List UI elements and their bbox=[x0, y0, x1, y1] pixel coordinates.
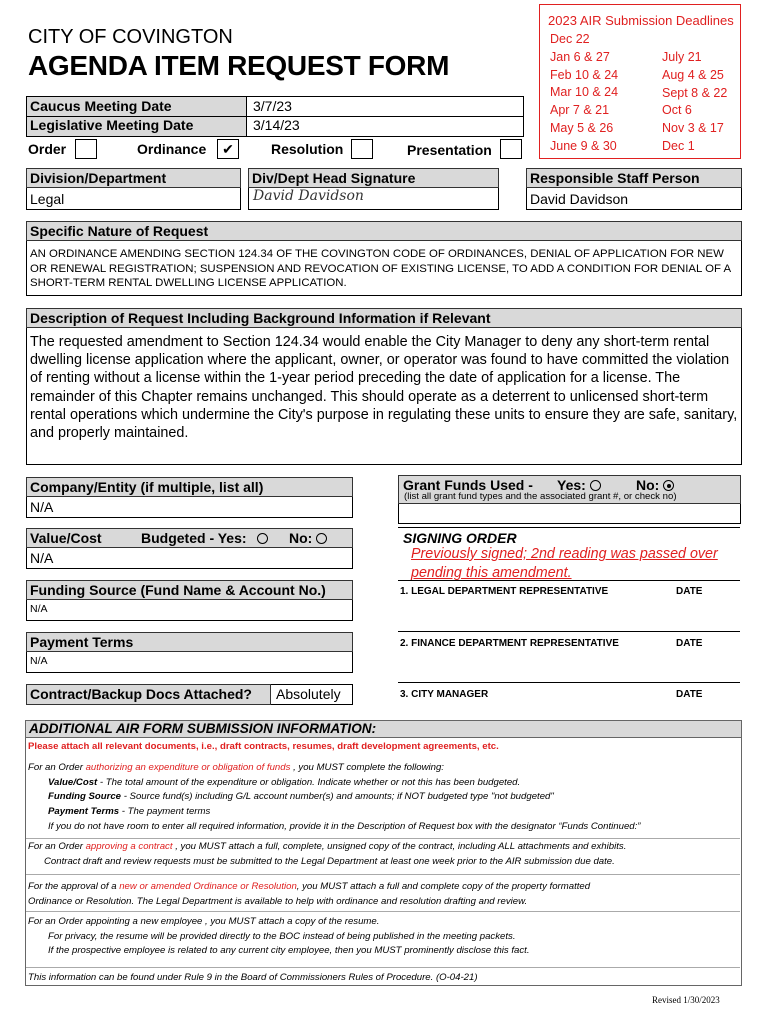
grant-value[interactable] bbox=[400, 505, 738, 523]
payment-label: Payment Terms bbox=[26, 632, 353, 652]
legislative-date-value[interactable]: 3/14/23 bbox=[253, 117, 300, 133]
presentation-checkbox[interactable] bbox=[500, 139, 522, 159]
grant-no-radio[interactable] bbox=[663, 480, 674, 491]
city-name: CITY OF COVINGTON bbox=[28, 26, 233, 48]
deadline-date: Oct 6 bbox=[662, 103, 692, 118]
budgeted-no-radio[interactable] bbox=[316, 533, 327, 544]
nature-label: Specific Nature of Request bbox=[26, 221, 742, 241]
ordinance-keyword: new or amended Ordinance or Resolution bbox=[119, 881, 297, 892]
description-label: Description of Request Including Background Information if Relevant bbox=[26, 308, 742, 328]
order-expenditure-section: For an Order authorizing an expenditure or obligation of funds , you MUST complete the following: Value/Cost - The total amount of the expenditure or obligation. Indicate whether or not this has been budgeted. Funding Source - Source fund(s) including G/L account number(s) and amounts; if NOT budgeted type "not budgeted" Payment Terms - The payment terms If you do not have room to enter all required information, provide it in the Description of Request box with the designator “Funds Continued:” bbox=[28, 762, 641, 832]
staff-label: Responsible Staff Person bbox=[526, 168, 742, 188]
deadline-date: June 9 & 30 bbox=[550, 138, 617, 153]
form-title: AGENDA ITEM REQUEST FORM bbox=[28, 50, 450, 81]
contract-label: Contract/Backup Docs Attached? bbox=[26, 684, 271, 705]
resolution-checkbox[interactable] bbox=[351, 139, 373, 159]
deadline-date: Jan 6 & 27 bbox=[550, 49, 610, 64]
sign-item-3: 3. CITY MANAGER bbox=[400, 689, 489, 700]
meeting-dates-box bbox=[26, 96, 524, 137]
deadline-date: May 5 & 26 bbox=[550, 120, 614, 135]
value-cost-value[interactable]: N/A bbox=[30, 550, 54, 566]
contract-keyword: approving a contract bbox=[85, 841, 173, 852]
sign-date-1: DATE bbox=[676, 586, 703, 597]
deadline-date: Feb 10 & 24 bbox=[550, 67, 619, 82]
div-head-label: Div/Dept Head Signature bbox=[248, 168, 499, 188]
rule-reference: This information can be found under Rule 9 in the Board of Commissioners Rules of Procedure. (O-04-21) bbox=[28, 972, 478, 983]
caucus-date-value[interactable]: 3/7/23 bbox=[253, 98, 292, 114]
deadline-date: Dec 1 bbox=[662, 138, 695, 153]
sign-item-2: 2. FINANCE DEPARTMENT REPRESENTATIVE bbox=[400, 638, 619, 649]
deadlines-right-column bbox=[662, 49, 727, 156]
revised-date: Revised 1/30/2023 bbox=[652, 995, 720, 1005]
div-head-signature[interactable]: David Davidson bbox=[253, 188, 364, 204]
order-checkbox[interactable] bbox=[75, 139, 97, 159]
ordinance-checkbox[interactable]: ✔ bbox=[217, 139, 239, 159]
funding-value[interactable]: N/A bbox=[30, 603, 48, 615]
new-employee-section: For an Order appointing a new employee , you MUST attach a copy of the resume. For privacy, the resume will be provided directly to the BOC instead of being published in the meeting packets. If the prospective employee is related to any current city employee, then you MUST prominently disclose this fact. bbox=[28, 916, 530, 957]
grant-yes-label: Yes: bbox=[557, 477, 586, 493]
value-cost-label: Value/Cost bbox=[30, 530, 102, 546]
budgeted-yes-label: Budgeted - Yes: bbox=[141, 530, 247, 546]
budgeted-yes-radio[interactable] bbox=[257, 533, 268, 544]
company-label: Company/Entity (if multiple, list all) bbox=[26, 477, 353, 497]
deadlines-title: 2023 AIR Submission Deadlines bbox=[548, 13, 734, 28]
deadlines-left-column bbox=[550, 31, 618, 156]
ordinance-resolution-section: For the approval of a new or amended Ordinance or Resolution, you MUST attach a full and complete copy of the property formatted Ordinance or Resolution. The Legal Department is available to help with ordinance and resolution drafting and review. bbox=[28, 881, 591, 907]
description-text[interactable]: The requested amendment to Section 124.34 would enable the City Manager to deny any short-term rental dwelling license application where the applicant, owner, or operator was found to have committed the violation of renting without a license within the 1-year period preceding the date of application for a license. The remainder of this Chapter remains unchanged. This should operate as a deterrent to unlicensed short-term rental operations which undermine the City's purpose in regulating these units to ensure they are safe, sanitary, and properly maintained. bbox=[30, 334, 738, 442]
contract-value[interactable]: Absolutely bbox=[276, 686, 341, 702]
deadline-date: Mar 10 & 24 bbox=[550, 85, 619, 100]
deadlines-box bbox=[539, 4, 741, 159]
staff-value[interactable]: David Davidson bbox=[530, 191, 629, 207]
sign-date-2: DATE bbox=[676, 638, 703, 649]
legislative-date-label: Legislative Meeting Date bbox=[30, 117, 194, 133]
deadline-date: Nov 3 & 17 bbox=[662, 121, 724, 136]
deadline-date: Apr 7 & 21 bbox=[550, 103, 610, 118]
budgeted-no-label: No: bbox=[289, 530, 313, 546]
signing-order-title: SIGNING ORDER bbox=[403, 530, 517, 546]
deadline-date: Aug 4 & 25 bbox=[662, 67, 724, 82]
sign-item-1: 1. LEGAL DEPARTMENT REPRESENTATIVE bbox=[400, 586, 609, 597]
deadline-date: July 21 bbox=[662, 50, 702, 64]
grant-yes-radio[interactable] bbox=[590, 480, 601, 491]
division-label: Division/Department bbox=[26, 168, 241, 188]
company-value[interactable]: N/A bbox=[30, 499, 54, 515]
grant-no-label: No: bbox=[636, 477, 660, 493]
expenditure-keyword: authorizing an expenditure or obligation of funds bbox=[85, 762, 291, 773]
grant-sub: (list all grant fund types and the associated grant #, or check no) bbox=[404, 491, 677, 502]
deadline-date: Dec 22 bbox=[550, 32, 590, 46]
value-cost-header bbox=[26, 528, 353, 548]
caucus-date-label: Caucus Meeting Date bbox=[30, 98, 172, 114]
grant-header bbox=[398, 475, 741, 504]
attach-note: Please attach all relevant documents, i.e., draft contracts, resumes, draft development agreements, etc. bbox=[28, 741, 499, 752]
grant-label: Grant Funds Used - bbox=[403, 477, 533, 493]
presentation-label: Presentation bbox=[407, 142, 492, 158]
resolution-label: Resolution bbox=[271, 141, 344, 157]
order-contract-section: For an Order approving a contract , you MUST attach a full, complete, unsigned copy of the contract, including ALL attachments and exhibits. Contract draft and review requests must be submitted to the Legal Department at least one week prior to the AIR submission due date. bbox=[28, 841, 627, 867]
ordinance-label: Ordinance bbox=[137, 141, 207, 157]
funding-label: Funding Source (Fund Name & Account No.) bbox=[26, 580, 353, 600]
additional-title: ADDITIONAL AIR FORM SUBMISSION INFORMATION: bbox=[29, 721, 377, 736]
payment-value[interactable]: N/A bbox=[30, 655, 48, 667]
deadline-date: Sept 8 & 22 bbox=[662, 85, 728, 100]
division-value[interactable]: Legal bbox=[30, 191, 65, 207]
nature-text[interactable]: AN ORDINANCE AMENDING SECTION 124.34 OF THE COVINGTON CODE OF ORDINANCES, DENIAL OF APPLICATION FOR NEW OR RENEWAL REGISTRATION; SUSPENSION AND REVOCATION OF EXISTING LICENSE, TO ADD A CONDITION FOR DENIAL OF A SHORT-TERM RENTAL DWELLING LICENSE APPLICATION. bbox=[30, 248, 731, 289]
signing-order-note: Previously signed; 2nd reading was passed over pending this amendment. bbox=[411, 546, 718, 581]
sign-date-3: DATE bbox=[676, 689, 703, 700]
order-label: Order bbox=[28, 141, 67, 157]
additional-title-bar bbox=[26, 721, 741, 738]
